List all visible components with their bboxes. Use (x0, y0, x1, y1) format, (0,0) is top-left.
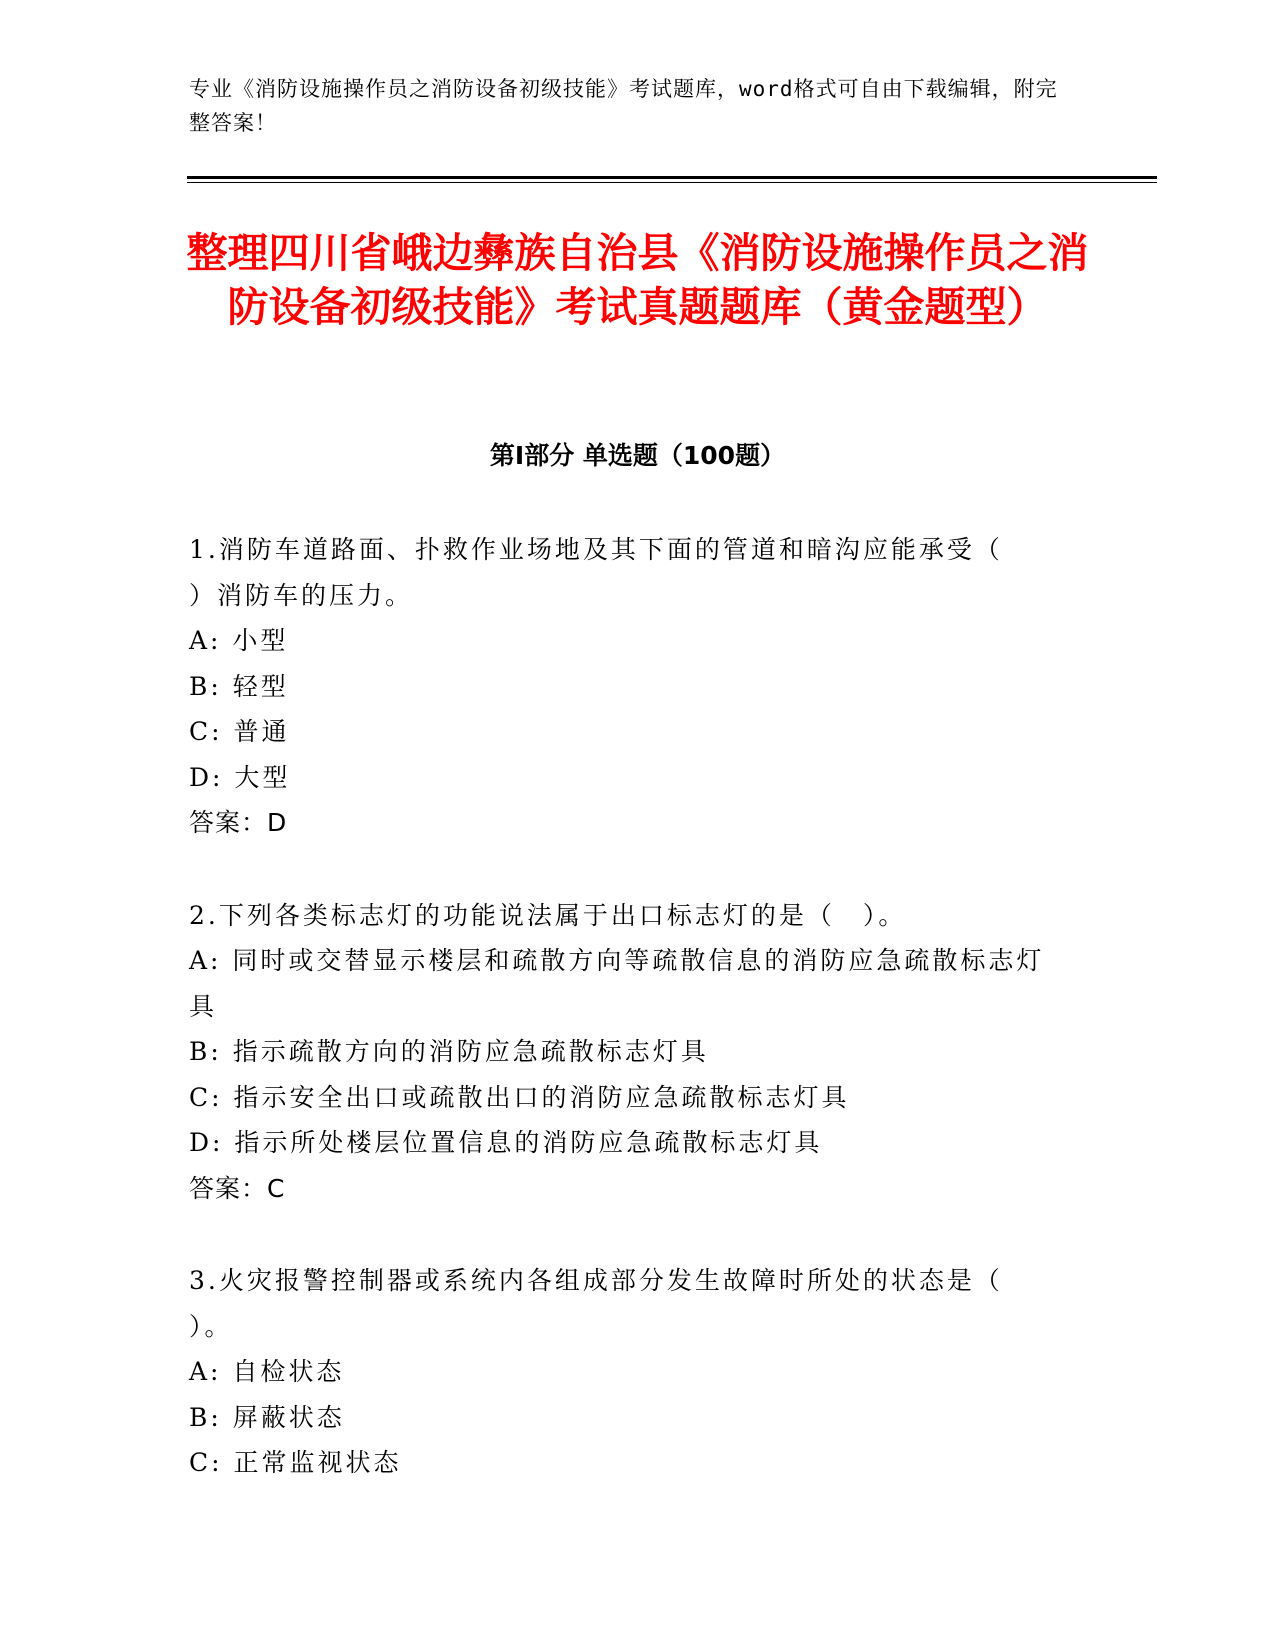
question-list (189, 527, 1089, 1533)
answer-line: 答案：C (189, 1173, 286, 1203)
answer-line: 答案：D (189, 808, 288, 837)
question-stem-line: ）消防车的压力。 (189, 580, 414, 610)
option-c: C: 普通 (189, 717, 290, 746)
question-stem-line: 1.消防车道路面、扑救作业场地及其下面的管道和暗沟应能承受（ (189, 535, 1003, 564)
option-c: C: 正常监视状态 (189, 1448, 402, 1477)
option-a: A: 小型 (189, 626, 289, 655)
option-a-continued: 具 (189, 991, 218, 1021)
question-stem-line: 3.火灾报警控制器或系统内各组成部分发生故障时所处的状态是（ (189, 1266, 1003, 1295)
header-note: 专业《消防设施操作员之消防设备初级技能》考试题库，word格式可自由下载编辑，附完整答案！ (189, 77, 1058, 135)
option-d: D: 大型 (189, 762, 291, 792)
question-3 (189, 1258, 1089, 1486)
header-rule-thick (187, 176, 1157, 179)
option-b: B: 指示疏散方向的消防应急疏散标志灯具 (189, 1037, 709, 1066)
option-a: A: 同时或交替显示楼层和疏散方向等疏散信息的消防应急疏散标志灯 (189, 946, 1045, 975)
option-d: D: 指示所处楼层位置信息的消防应急疏散标志灯具 (189, 1128, 823, 1157)
question-1 (189, 527, 1089, 846)
question-stem-line: 2.下列各类标志灯的功能说法属于出口标志灯的是（ ）。 (189, 900, 907, 930)
option-a: A: 自检状态 (189, 1357, 345, 1386)
question-2 (189, 893, 1089, 1212)
header-rule-thin (187, 182, 1157, 183)
option-b: B: 轻型 (189, 671, 289, 701)
option-b: B: 屏蔽状态 (189, 1402, 345, 1432)
question-stem-line: ）。 (189, 1311, 233, 1341)
document-title: 整理四川省峨边彝族自治县《消防设施操作员之消防设备初级技能》考试真题题库（黄金题型） (186, 229, 1089, 331)
section-title: 第Ⅰ部分 单选题（100题） (489, 441, 786, 470)
option-c: C: 指示安全出口或疏散出口的消防应急疏散标志灯具 (189, 1082, 850, 1112)
